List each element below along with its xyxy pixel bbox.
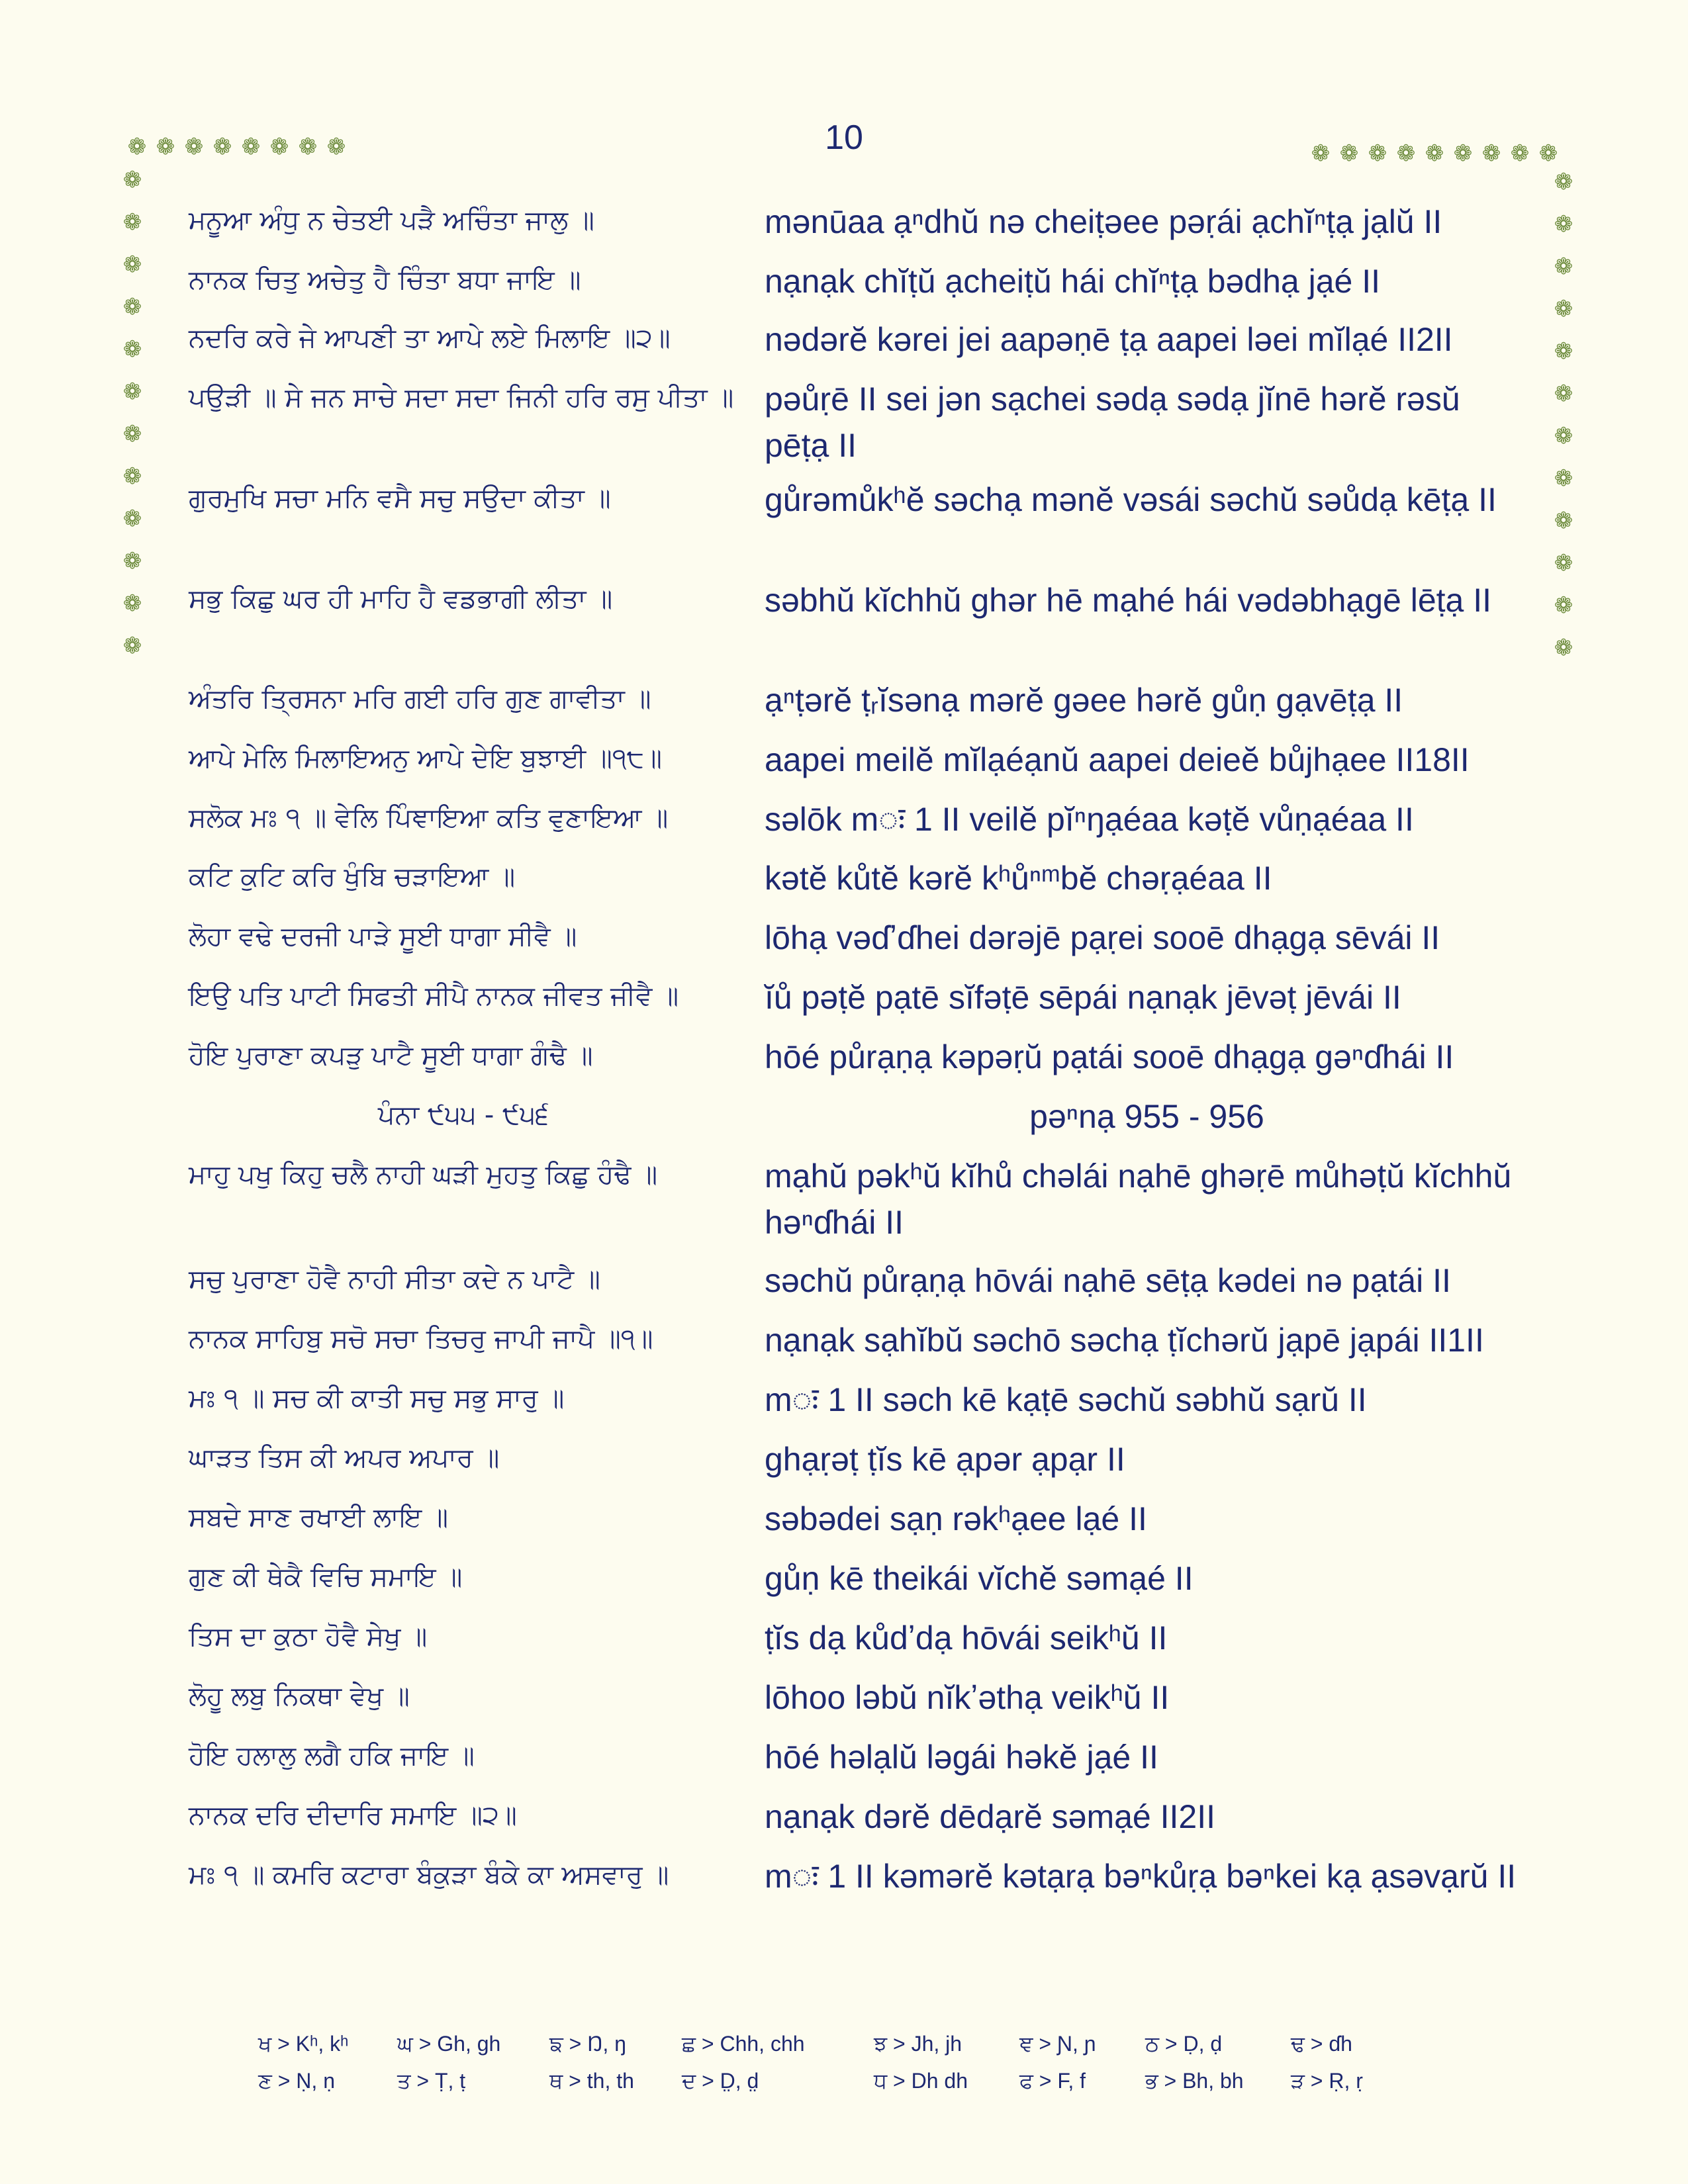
flower-ornament-icon: ❁	[212, 134, 232, 160]
flower-ornament-icon: ❁	[1368, 140, 1387, 167]
ang-reference: ਪੰਨਾ ੯੫੫ - ੯੫੬	[377, 1100, 549, 1130]
flower-ornament-icon: ❁	[1510, 140, 1530, 167]
legend-item: ੜ > Ṛ, ṛ	[1291, 2069, 1363, 2093]
flower-ornament-icon: ❁	[1554, 550, 1573, 576]
gurmukhi-line: ਹੋਇ ਪੁਰਾਣਾ ਕਪੜੁ ਪਾਟੈ ਸੂਈ ਧਾਗਾ ਗੰਢੈ ॥	[189, 1040, 593, 1071]
gurmukhi-line: ਮਨੂਆ ਅੰਧੁ ਨ ਚੇਤਈ ਪੜੈ ਅਚਿੰਤਾ ਜਾਲੁ ॥	[189, 205, 594, 236]
transliteration-line: pəůṛē II sei jən sạchei sədạ sədạ jĭnē hərĕ rəsŭ pēṭạ II	[765, 381, 1460, 464]
flower-ornament-icon: ❁	[184, 134, 204, 160]
gurmukhi-line: ਘਾੜਤ ਤਿਸ ਕੀ ਅਪਰ ਅਪਾਰ ॥	[189, 1443, 500, 1473]
legend-item: ਫ > F, f	[1019, 2069, 1086, 2093]
transliteration-line: səchŭ půrạṇạ hōvái nạhē sēṭạ kədei nə pạtái II	[765, 1262, 1451, 1299]
legend-item: ਝ > Jh, jh	[874, 2032, 962, 2056]
page-number: 10	[825, 118, 863, 157]
flower-ornament-icon: ❁	[122, 463, 142, 490]
gurmukhi-line: ਨਾਨਕ ਚਿਤੁ ਅਚੇਤੁ ਹੈ ਚਿੰਤਾ ਬਧਾ ਜਾਇ ॥	[189, 265, 581, 295]
gurmukhi-line: ਮਃ ੧ ॥ ਸਚ ਕੀ ਕਾਤੀ ਸਚੁ ਸਭੁ ਸਾਰੁ ॥	[189, 1383, 565, 1414]
transliteration-line: nạnạk sạhĭbŭ səchō səchạ ṭĭchərŭ jạpē jạpái II1II	[765, 1322, 1484, 1359]
transliteration-line: gůṇ kē theikái vĭchĕ səmạé II	[765, 1560, 1194, 1597]
transliteration-line: lōhạ vəɗʼɗhei dərəjē pạṛei sooē dhạgạ sēvái II	[765, 919, 1440, 956]
gurmukhi-line: ਮਾਹੁ ਪਖੁ ਕਿਹੁ ਚਲੈ ਨਾਹੀ ਘੜੀ ਮੁਹਤੁ ਕਿਛੁ ਹੰਢੈ ॥	[189, 1160, 658, 1190]
legend-item: ਠ > Ḍ, ḍ	[1145, 2032, 1223, 2056]
legend-row	[258, 2032, 1450, 2069]
flower-ornament-icon: ❁	[1554, 338, 1573, 365]
gurmukhi-line: ਇਉ ਪਤਿ ਪਾਟੀ ਸਿਫਤੀ ਸੀਪੈ ਨਾਨਕ ਜੀਵਤ ਜੀਵੈ ॥	[189, 981, 679, 1011]
flower-ornament-icon: ❁	[326, 134, 346, 160]
gurmukhi-line: ਗੁਣ ਕੀ ਥੇਕੈ ਵਿਚਿ ਸਮਾਇ ॥	[189, 1562, 463, 1592]
legend-item: ਣ > Ṇ, ṇ	[258, 2069, 335, 2093]
gurmukhi-line: ਸਭੁ ਕਿਛੁ ਘਰ ਹੀ ਮਾਹਿ ਹੈ ਵਡਭਾਗੀ ਲੀਤਾ ॥	[189, 584, 613, 614]
flower-ornament-icon: ❁	[1554, 423, 1573, 449]
legend-item: ਧ > Dh dh	[874, 2069, 968, 2093]
transliteration-line: ĭů pəṭĕ pạtē sĭfəṭē sēpái nạnạk jēvəṭ jēvái II	[765, 979, 1401, 1016]
transliteration-line: mः 1 II səch kē kạṭē səchŭ səbhŭ sạrŭ II	[765, 1381, 1367, 1418]
flower-ornament-icon: ❁	[122, 506, 142, 532]
gurmukhi-line: ਨਾਨਕ ਸਾਹਿਬੁ ਸਚੋ ਸਚਾ ਤਿਚਰੁ ਜਾਪੀ ਜਾਪੈ ॥੧॥	[189, 1324, 653, 1354]
flower-ornament-icon: ❁	[1554, 296, 1573, 322]
transliteration-line: aapei meilĕ mĭlạéạnŭ aapei deieĕ bůjhạee II18II	[765, 741, 1470, 778]
gurmukhi-line: ਲੋਹੂ ਲਬੁ ਨਿਕਥਾ ਵੇਖੁ ॥	[189, 1681, 410, 1711]
legend-item: ਥ > th, th	[549, 2069, 634, 2093]
transliteration-line: nạnạk dərĕ dēdạrĕ səmạé II2II	[765, 1798, 1216, 1835]
transliteration-line: gůrəmůkʰĕ səchạ mənĕ vəsái səchŭ səůdạ kēṭạ II	[765, 481, 1497, 518]
legend-item: ਦ > D̤, d̤	[682, 2069, 759, 2093]
legend-item: ਭ > Bh, bh	[1145, 2069, 1244, 2093]
gurmukhi-line: ਨਦਰਿ ਕਰੇ ਜੇ ਆਪਣੀ ਤਾ ਆਪੇ ਲਏ ਮਿਲਾਇ ॥੨॥	[189, 323, 671, 353]
transliteration-line: mः 1 II kəmərĕ kətạrạ bəⁿkůṛạ bəⁿkei kạ ạsəvạrŭ II	[765, 1858, 1517, 1895]
flower-ornament-icon: ❁	[1554, 635, 1573, 661]
flower-ornament-icon: ❁	[156, 134, 175, 160]
transliteration-line: lōhoo ləbŭ nĭkʼəthạ veikʰŭ II	[765, 1679, 1170, 1716]
legend-item: ਘ > Gh, gh	[397, 2032, 501, 2056]
gurmukhi-line: ਸਬਦੇ ਸਾਣ ਰਖਾਈ ਲਾਇ ॥	[189, 1502, 448, 1533]
flower-ornament-icon: ❁	[122, 590, 142, 617]
flower-ornament-icon: ❁	[122, 209, 142, 236]
transliteration-line: mạhŭ pəkʰŭ kĭhů chəlái nạhē ghəṛē můhəṭŭ kĭchhŭ həⁿɗhái II	[765, 1158, 1512, 1241]
flower-ornament-icon: ❁	[122, 379, 142, 405]
flower-ornament-icon: ❁	[1554, 169, 1573, 195]
flower-ornament-icon: ❁	[1538, 140, 1558, 167]
gurmukhi-line: ਗੁਰਮੁਖਿ ਸਚਾ ਮਨਿ ਵਸੈ ਸਚੁ ਸਉਦਾ ਕੀਤਾ ॥	[189, 483, 611, 514]
flower-ornament-icon: ❁	[269, 134, 289, 160]
flower-ornament-icon: ❁	[1481, 140, 1501, 167]
flower-ornament-icon: ❁	[1453, 140, 1473, 167]
flower-ornament-icon: ❁	[1554, 211, 1573, 238]
gurmukhi-line: ਲੋਹਾ ਵਢੇ ਦਰਜੀ ਪਾੜੇ ਸੂਈ ਧਾਗਾ ਸੀਵੈ ॥	[189, 921, 577, 952]
transliteration-line: kətĕ kůtĕ kərĕ kʰůⁿᵐbĕ chəṛạéaa II	[765, 860, 1272, 897]
flower-ornament-icon: ❁	[122, 167, 142, 193]
gurmukhi-line: ਪਉੜੀ ॥ ਸੇ ਜਨ ਸਾਚੇ ਸਦਾ ਸਦਾ ਜਿਨੀ ਹਰਿ ਰਸੁ ਪੀਤਾ ॥	[189, 383, 734, 413]
gurmukhi-line: ਅੰਤਰਿ ਤ੍ਰਿਸਨਾ ਮਰਿ ਗਈ ਹਰਿ ਗੁਣ ਗਾਵੀਤਾ ॥	[189, 684, 651, 714]
gurmukhi-line: ਨਾਨਕ ਦਰਿ ਦੀਦਾਰਿ ਸਮਾਇ ॥੨॥	[189, 1800, 517, 1831]
flower-ornament-icon: ❁	[1554, 253, 1573, 280]
flower-ornament-icon: ❁	[1339, 140, 1359, 167]
flower-ornament-icon: ❁	[1554, 465, 1573, 492]
gurmukhi-line: ਤਿਸ ਦਾ ਕੁਠਾ ਹੋਵੈ ਸੇਖੁ ॥	[189, 1621, 428, 1652]
flower-ornament-icon: ❁	[1554, 592, 1573, 619]
gurmukhi-line: ਆਪੇ ਮੇਲਿ ਮਿਲਾਇਅਨੁ ਆਪੇ ਦੇਇ ਬੁਝਾਈ ॥੧੮॥	[189, 743, 663, 774]
gurmukhi-line: ਸਲੋਕ ਮਃ ੧ ॥ ਵੇਲਿ ਪਿੰਞਾਇਆ ਕਤਿ ਵੁਣਾਇਆ ॥	[189, 803, 669, 833]
flower-ornament-icon: ❁	[1554, 381, 1573, 407]
transliteration-line: səbədei sạṇ rəkʰạee lạé II	[765, 1500, 1147, 1537]
flower-ornament-icon: ❁	[1425, 140, 1444, 167]
legend-item: ਞ > Ɲ, ɲ	[1019, 2032, 1096, 2056]
flower-ornament-icon: ❁	[122, 294, 142, 320]
flower-ornament-icon: ❁	[122, 336, 142, 363]
legend-item: ਛ > Chh, chh	[682, 2032, 805, 2056]
flower-ornament-icon: ❁	[1396, 140, 1416, 167]
transliteration-line: səlōk mः 1 II veilĕ pĭⁿŋạéaa kəṭĕ vůṇạéaa II	[765, 801, 1414, 838]
flower-ornament-icon: ❁	[122, 421, 142, 447]
flower-ornament-icon: ❁	[122, 548, 142, 574]
transliteration-line: nạnạk chĭṭŭ ạcheiṭŭ hái chĭⁿṭạ bədhạ jạé II	[765, 263, 1381, 300]
gurmukhi-line: ਮਃ ੧ ॥ ਕਮਰਿ ਕਟਾਰਾ ਬੰਕੁੜਾ ਬੰਕੇ ਕਾ ਅਸਵਾਰੁ ॥	[189, 1860, 669, 1890]
transliteration-legend	[258, 2032, 1450, 2106]
flower-ornament-icon: ❁	[298, 134, 318, 160]
legend-item: ਢ > ɗh	[1291, 2032, 1352, 2056]
flower-ornament-icon: ❁	[1554, 508, 1573, 534]
flower-ornament-icon: ❁	[127, 134, 147, 160]
transliteration-line: ṭĭs dạ kůdʼdạ hōvái seikʰŭ II	[765, 1619, 1168, 1657]
gurmukhi-line: ਕਟਿ ਕੁਟਿ ਕਰਿ ਖੁੰਬਿ ਚੜਾਇਆ ॥	[189, 862, 516, 892]
transliteration-line: ghạṛəṭ ṭĭs kē ạpər ạpạr II	[765, 1441, 1125, 1478]
transliteration-line: ạⁿṭərĕ ṭᵣĭsənạ mərĕ gəee hərĕ gůṇ gạvēṭạ II	[765, 682, 1403, 719]
transliteration-line: hōé həlạlŭ ləgái həkĕ jạé II	[765, 1739, 1158, 1776]
gurmukhi-line: ਹੋਇ ਹਲਾਲੁ ਲਗੈ ਹਕਿ ਜਾਇ ॥	[189, 1741, 475, 1771]
flower-ornament-icon: ❁	[122, 251, 142, 278]
legend-row	[258, 2069, 1450, 2106]
transliteration-line: nədərĕ kərei jei aapəṇē ṭạ aapei ləei mĭlạé II2II	[765, 321, 1453, 358]
transliteration-line: mənūaa ạⁿdhŭ nə cheiṭəee pəṛái ạchĭⁿṭạ jạlŭ II	[765, 203, 1442, 240]
transliteration-line: səbhŭ kĭchhŭ ghər hē mạhé hái vədəbhạgē lēṭạ II	[765, 582, 1492, 619]
ang-reference-translit: pəⁿnạ 955 - 956	[1029, 1098, 1264, 1135]
flower-ornament-icon: ❁	[1311, 140, 1331, 167]
legend-item: ਙ > Ŋ, ŋ	[549, 2032, 626, 2056]
flower-ornament-icon: ❁	[122, 633, 142, 659]
legend-item: ਖ > Kʰ, kʰ	[258, 2032, 349, 2056]
gurmukhi-line: ਸਚੁ ਪੁਰਾਣਾ ਹੋਵੈ ਨਾਹੀ ਸੀਤਾ ਕਦੇ ਨ ਪਾਟੈ ॥	[189, 1264, 600, 1295]
flower-ornament-icon: ❁	[241, 134, 261, 160]
legend-item: ਤ > Ṭ, ṭ	[397, 2069, 466, 2093]
transliteration-line: hōé půrạṇạ kəpəṛŭ pạtái sooē dhạgạ gəⁿɗhái II	[765, 1038, 1454, 1075]
